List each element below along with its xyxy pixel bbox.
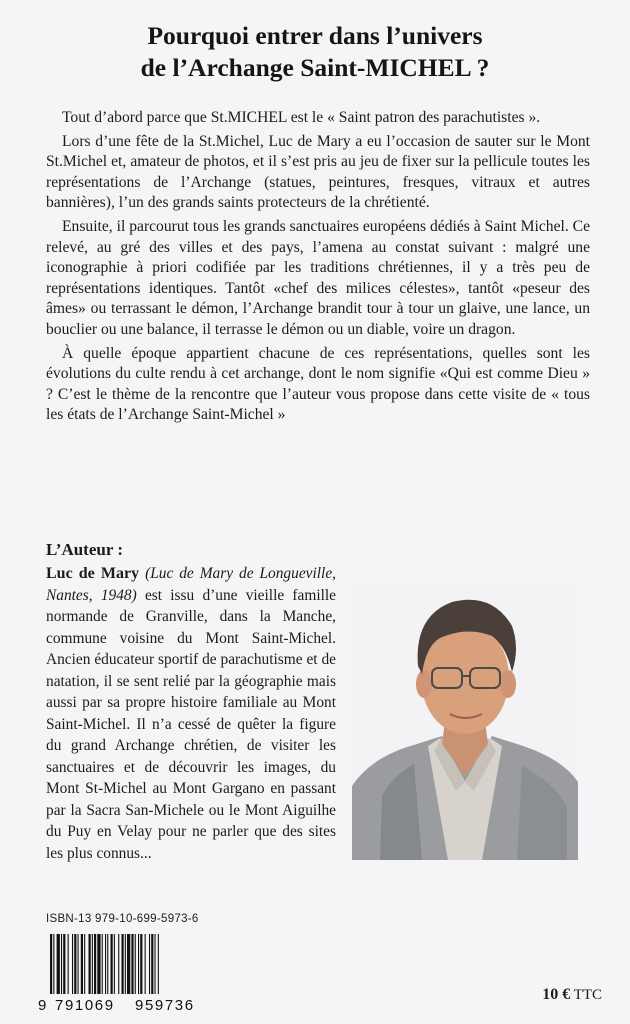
book-title	[0, 20, 630, 84]
barcode-bar	[89, 934, 91, 994]
barcode-bar	[74, 934, 76, 994]
barcode-bar	[102, 934, 103, 994]
summary-paragraph: Ensuite, il parcourut tous les grands sanctuaires européens dédiés à Saint Michel. Ce relevé, au gré des villes et des pays, l’amena au constat suivant : malgré une iconographie à priori codifiée par les traditions chrétiennes, il y a très peu de représentations identiques. Tantôt «chef des milices célestes», tantôt «peseur des âmes» ou terrassant le démon, l’Archange brandit tour à tour un glaive, une lance, un bouclier ou une balance, il terrasse le démon ou un diable, voire un dragon.	[46, 217, 590, 338]
author-portrait-image	[352, 586, 578, 860]
barcode-bar	[94, 934, 96, 994]
barcode-bar	[118, 934, 119, 994]
price-amount: 10 €	[542, 986, 571, 1003]
barcode-bar	[57, 934, 60, 994]
barcode-bar	[135, 934, 136, 994]
summary-text	[46, 108, 590, 429]
summary-paragraph: À quelle époque appartient chacune de ces représentations, quelles sont les évolutions du culte rendu à cet archange, dont le nom signifie «Qui est comme Dieu » ? C’est le thème de la rencontre que l’auteur vous propose dans cette visite de « tous les états de l’Archange Saint-Michel »	[46, 344, 590, 424]
price	[542, 986, 602, 1004]
title-line-1: Pourquoi entrer dans l’univers	[147, 21, 483, 50]
barcode-bar	[97, 934, 100, 994]
barcode-bar	[92, 934, 93, 994]
author-heading: L’Auteur :	[46, 540, 123, 559]
barcode-bar	[155, 934, 156, 994]
barcode	[38, 932, 208, 1012]
barcode-digits-right: 959736	[135, 997, 195, 1012]
author-alias: (Luc de Mary de Longueville, Nantes, 1948)	[46, 565, 336, 604]
barcode-bar	[78, 934, 79, 994]
barcode-bar	[81, 934, 83, 994]
barcode-bar	[68, 934, 69, 994]
barcode-bar	[111, 934, 113, 994]
barcode-bar	[53, 934, 54, 994]
barcode-bar	[125, 934, 126, 994]
price-suffix: TTC	[570, 987, 602, 1003]
barcode-bar	[61, 934, 62, 994]
barcode-bar	[63, 934, 65, 994]
author-bio-text: est issu d’une vieille famille normande de Granville, dans la Manche, commune voisine du Mont Saint-Michel. Ancien éducateur sportif de parachutisme et de natation, il se sent relié par la géographie mais aussi par sa propre histoire familiale au Mont Saint-Michel. Il n’a cessé de quêter la figure du grand Archange chrétien, de visiter les sanctuaires et de découvrir les images, du Mont St-Michel au Mont Gargano en passant par la Sacra San-Michele ou le Mont Aiguilhe du Puy en Velay pour ne parler que des sites les plus connus...	[46, 586, 336, 862]
barcode-bar	[50, 934, 52, 994]
barcode-bar	[122, 934, 124, 994]
barcode-digit-first: 9	[38, 997, 47, 1012]
barcode-bar	[131, 934, 133, 994]
isbn-label: ISBN-13 979-10-699-5973-6	[46, 913, 199, 925]
barcode-bar	[114, 934, 115, 994]
summary-paragraph: Lors d’une fête de la St.Michel, Luc de Mary a eu l’occasion de sauter sur le Mont St.Michel et, amateur de photos, et il s’est pris au jeu de fixer sur la pellicule toutes les représentations de l’Archange (statues, peintures, fresques, vitraux et autres bannières), l’un des grands saints protecteurs de la chrétienté.	[46, 132, 590, 212]
author-bio	[46, 563, 336, 864]
barcode-digits-left: 791069	[55, 997, 115, 1012]
barcode-bar	[140, 934, 142, 994]
barcode-bar	[158, 934, 159, 994]
barcode-bar	[149, 934, 150, 994]
barcode-bar	[127, 934, 130, 994]
author-name: Luc de Mary	[46, 565, 140, 582]
barcode-bar	[145, 934, 146, 994]
barcode-bar	[138, 934, 139, 994]
barcode-bar	[105, 934, 106, 994]
barcode-bar	[107, 934, 108, 994]
summary-paragraph: Tout d’abord parce que St.MICHEL est le « Saint patron des parachutistes ».	[62, 109, 541, 126]
barcode-bar	[72, 934, 73, 994]
author-photo	[352, 586, 578, 860]
barcode-bar	[84, 934, 85, 994]
barcode-bar	[151, 934, 153, 994]
title-line-2: de l’Archange Saint-MICHEL ?	[140, 53, 490, 82]
